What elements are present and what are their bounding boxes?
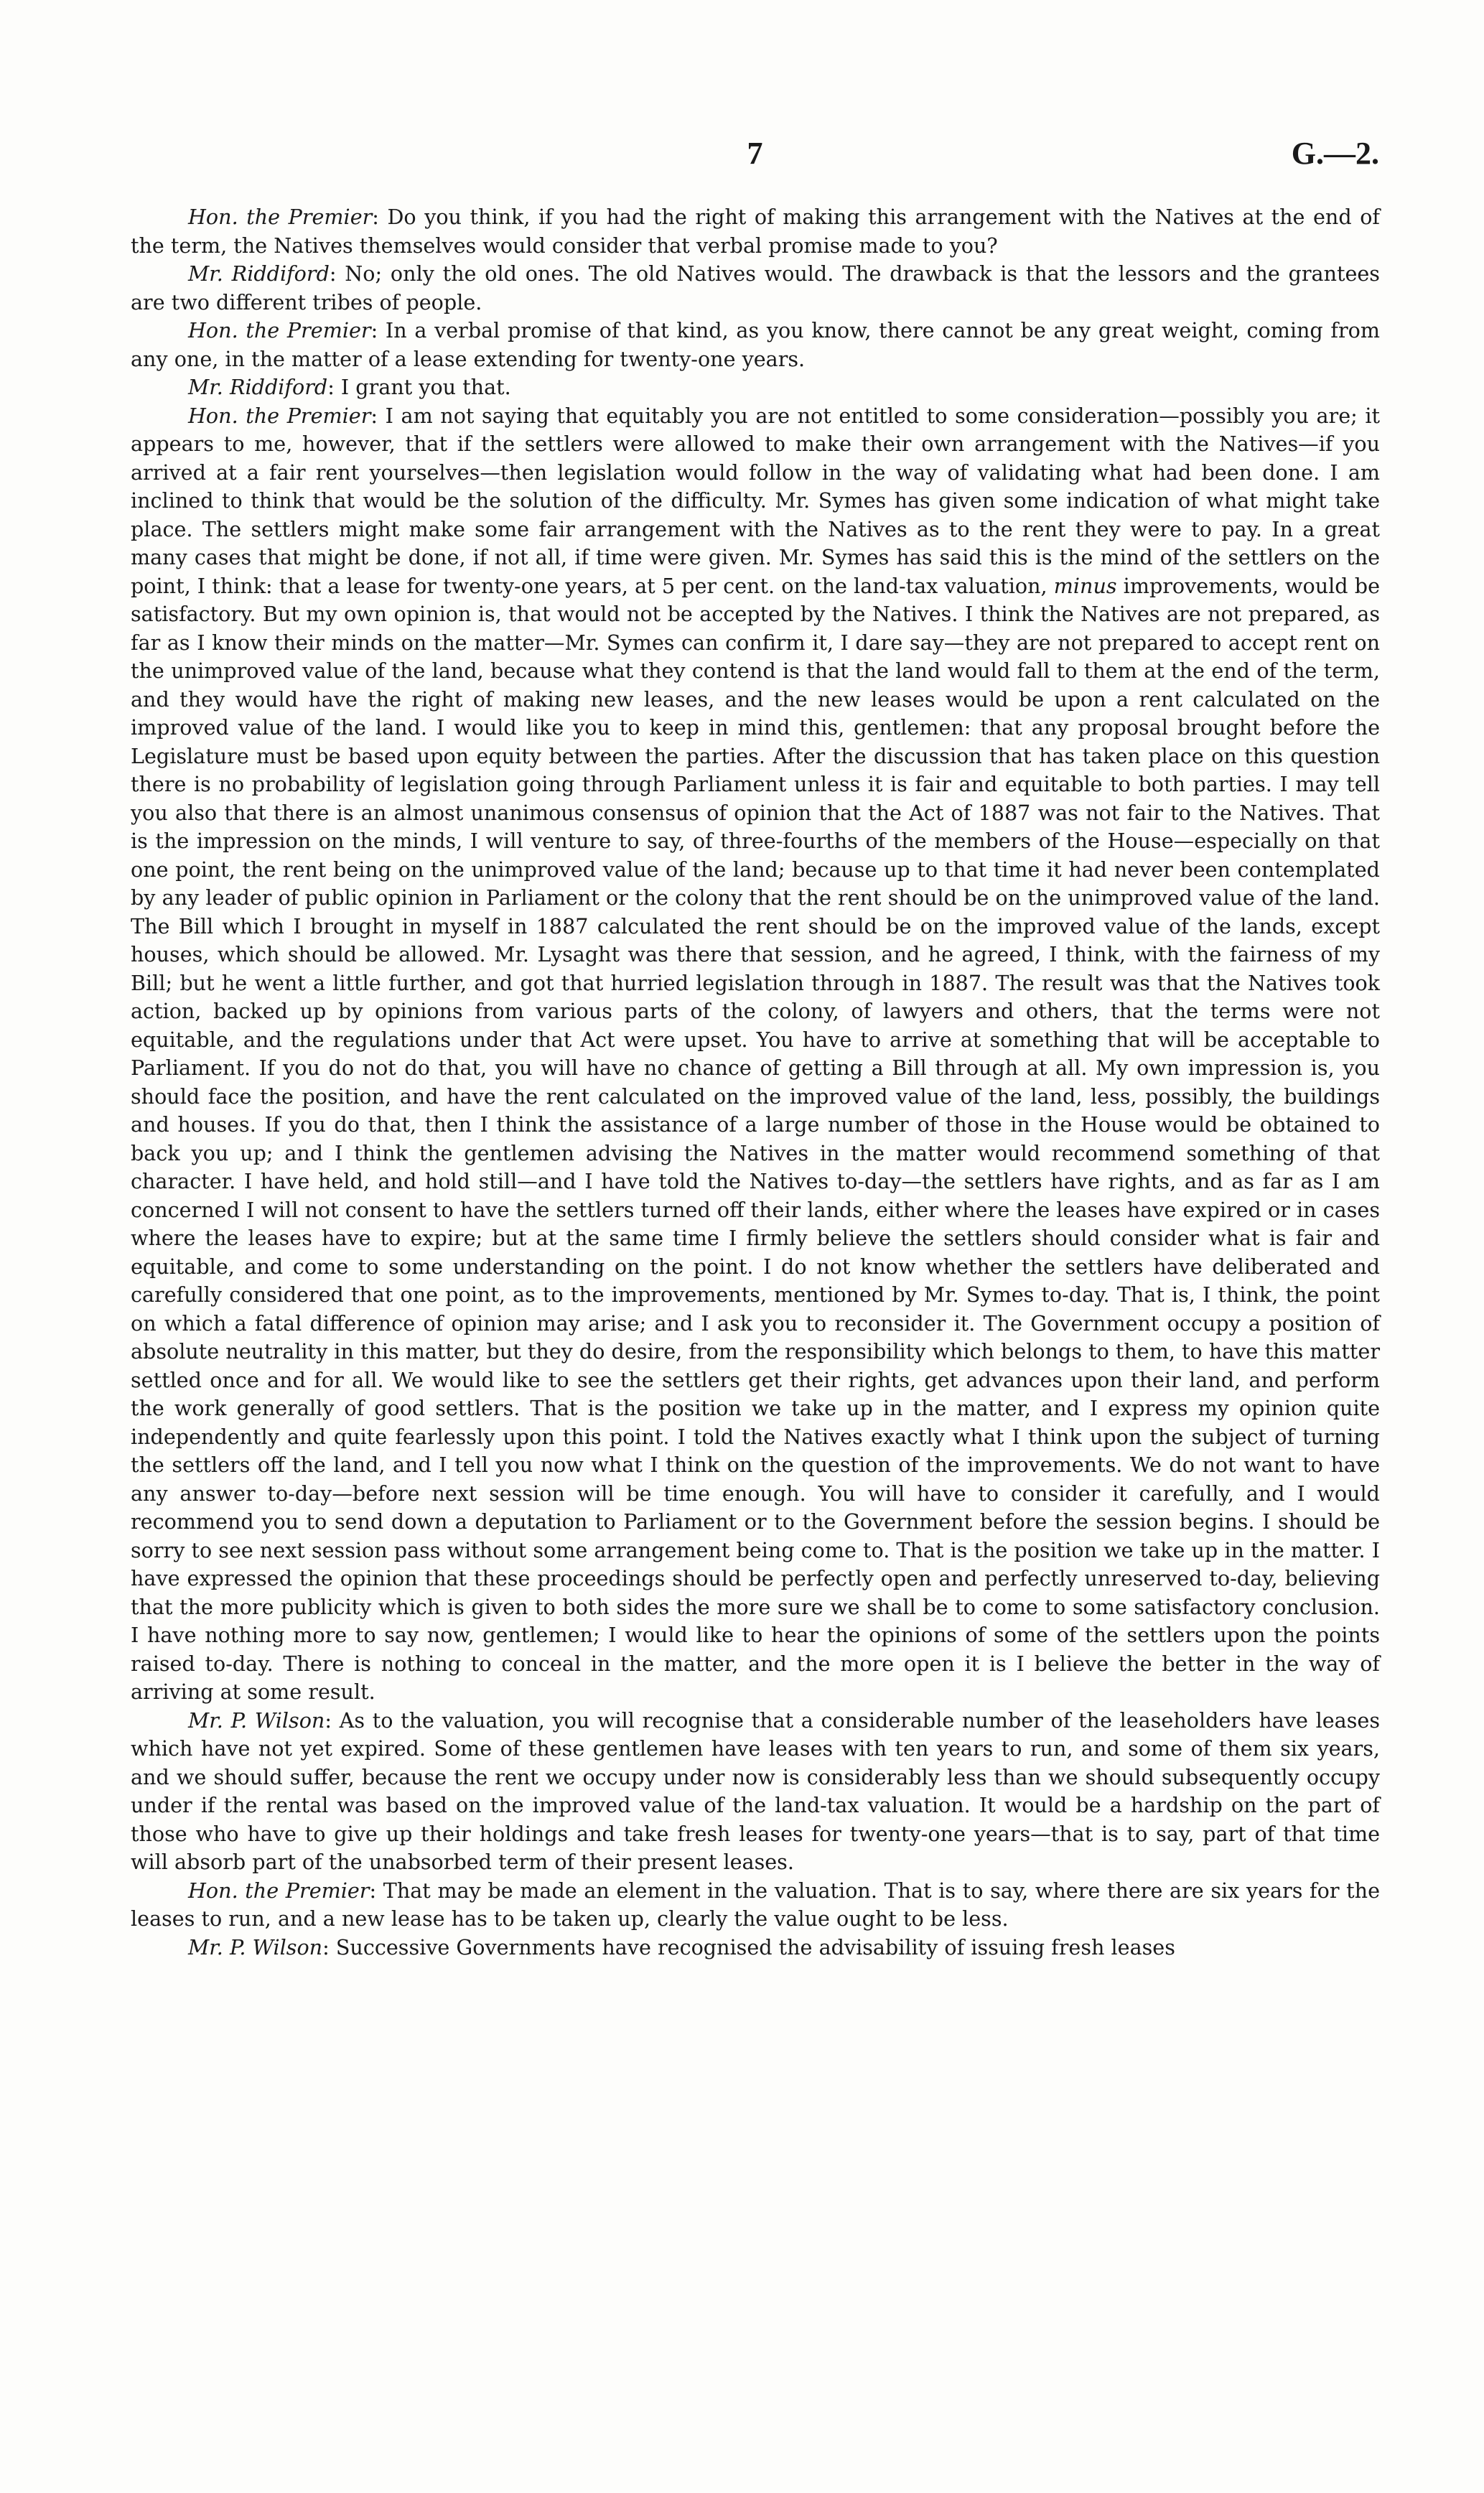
paragraph-text: : In a verbal promise of that kind, as you know, there cannot be any great weight, coming from any one, in the matter of a lease extending for twenty-one years. <box>131 318 1380 371</box>
paragraph-text: : Do you think, if you had the right of making this arrangement with the Natives at the end of the term, the Natives themselves would consider that verbal promise made to you? <box>131 205 1381 258</box>
paragraph-text: : That may be made an element in the valuation. That is to say, where there are six years for the leases to run, and a new lease has to be taken up, clearly the value ought to be less. <box>131 1878 1380 1931</box>
paragraph-text: : Successive Governments have recognised the advisability of issuing fresh leases <box>322 1934 1175 1960</box>
document-reference: G.—2. <box>1291 136 1379 171</box>
paragraph <box>131 1877 1380 1934</box>
paragraph-text: : As to the valuation, you will recognise that a considerable number of the leaseholders have leases which have not yet expired. Some of these gentlemen have leases with ten years to run, and some of them six years, and we should suffer, because the rent we occupy under now is considerably less than we should subsequently occupy under if the rental was based on the improved value of the land-tax valuation. It would be a hardship on the part of those who have to give up their holdings and take fresh leases for twenty-one years—that is to say, part of that time will absorb part of the unabsorbed term of their present leases. <box>131 1707 1380 1874</box>
paragraph <box>131 1934 1380 1962</box>
speaker-name: Hon. the Premier <box>188 1878 370 1903</box>
paragraph <box>131 1707 1380 1877</box>
paragraph <box>131 260 1380 317</box>
paragraph-text: : No; only the old ones. The old Natives would. The drawback is that the lessors and the grantees are two different tribes of people. <box>131 261 1380 314</box>
speaker-name: Hon. the Premier <box>188 403 371 428</box>
paragraph-text: : I grant you that. <box>327 375 511 399</box>
speaker-name: Mr. Riddiford <box>188 375 328 399</box>
paragraph <box>131 317 1380 373</box>
speaker-name: Hon. the Premier <box>188 318 371 343</box>
paragraph <box>131 373 1380 402</box>
paragraph-text: : I am not saying that equitably you are not entitled to some consideration—possibly you are; it appears to me, however, that if the settlers were allowed to make their own arrangement with the Natives—if you arrived at a fair rent yourselves—then legislation would follow in the way of validating what had been done. I am inclined to think that would be the solution of the difficulty. Mr. Symes has given some indication of what might take place. The settlers might make some fair arrangement with the Natives as to the rent they were to pay. In a great many cases that might be done, if not all, if time were given. Mr. Symes has said this is the mind of the settlers on the point, I think: that a lease for twenty-one years, at 5 per cent. on the land-tax valuation, <box>131 403 1381 598</box>
page-number: 7 <box>747 136 763 171</box>
paragraph <box>131 203 1380 260</box>
paragraph <box>131 402 1380 1707</box>
speaker-name: Mr. P. Wilson <box>188 1934 323 1960</box>
body-text <box>131 203 1380 1962</box>
paragraph-text-continued: improvements, would be satisfactory. But my own opinion is, that would not be accepted by the Natives. I think the Natives are not prepared, as far as I know their minds on the matter—Mr. Symes can confirm it, I dare say—they are not prepared to accept rent on the unimproved value of the land, because what they contend is that the land would fall to them at the end of the term, and they would have the right of making new leases, and the new leases would be upon a rent calculated on the improved value of the land. I would like you to keep in mind this, gentlemen: that any proposal brought before the Legislature must be based upon equity between the parties. After the discussion that has taken place on this question there is no probability of legislation going through Parliament unless it is fair and equitable to both parties. I may tell you also that there is an almost unanimous consensus of opinion that the Act of 1887 was not fair to the Natives. That is the impression on the minds, I will venture to say, of three-fourths of the members of the House—especially on that one point, the rent being on the unimproved value of the land; because up to that time it had never been contemplated by any leader of public opinion in Parliament or the colony that the rent should be on the unimproved value of the land. The Bill which I brought in myself in 1887 calculated the rent should be on the improved value of the lands, except houses, which should be allowed. Mr. Lysaght was there that session, and he agreed, I think, with the fairness of my Bill; but he went a little further, and got that hurried legislation through in 1887. The result was that the Natives took action, backed up by opinions from various parts of the colony, of lawyers and others, that the terms were not equitable, and the regulations under that Act were upset. You have to arrive at something that will be acceptable to Parliament. If you do not do that, you will have no chance of getting a Bill through at all. My own impression is, you should face the position, and have the rent calculated on the improved value of the land, less, possibly, the buildings and houses. If you do that, then I think the assistance of a large number of those in the House would be obtained to back you up; and I think the gentlemen advising the Natives in the matter would recommend something of that character. I have held, and hold still—and I have told the Natives to-day—the settlers have rights, and as far as I am concerned I will not consent to have the settlers turned off their lands, either where the leases have expired or in cases where the leases have to expire; but at the same time I firmly believe the settlers should consider what is fair and equitable, and come to some understanding on the point. I do not know whether the settlers have deliberated and carefully considered that one point, as to the improvements, mentioned by Mr. Symes to-day. That is, I think, the point on which a fatal difference of opinion may arise; and I ask you to reconsider it. The Government occupy a position of absolute neutrality in this matter, but they do desire, from the responsibility which belongs to them, to have this matter settled once and for all. We would like to see the settlers get their rights, get advances upon their land, and perform the work generally of good settlers. That is the position we take up in the matter, and I express my opinion quite independently and quite fearlessly upon this point. I told the Natives exactly what I think upon the subject of turning the settlers off the land, and I tell you now what I think on the question of the improvements. We do not want to have any answer to-day—before next session will be time enough. You will have to consider it carefully, and I would recommend you to send down a deputation to Parliament or to the Government before the session begins. I should be sorry to see next session pass without some arrangement being come to. That is the position we take up in the matter. I have expressed the opinion that these proceedings should be perfectly open and perfectly unreserved to-day, believing that the more publicity which is given to both sides the more sure we shall be to come to some satisfactory conclusion. I have nothing more to say now, gentlemen; I would like to hear the opinions of some of the settlers upon the points raised to-day. There is nothing to conceal in the matter, and the more open it is I believe the better in the way of arriving at some result. <box>131 573 1380 1704</box>
page-header <box>131 135 1379 178</box>
emphasis-text: minus <box>1053 573 1117 598</box>
speaker-name: Mr. P. Wilson <box>188 1707 325 1733</box>
speaker-name: Mr. Riddiford <box>188 261 330 286</box>
speaker-name: Hon. the Premier <box>188 205 373 229</box>
